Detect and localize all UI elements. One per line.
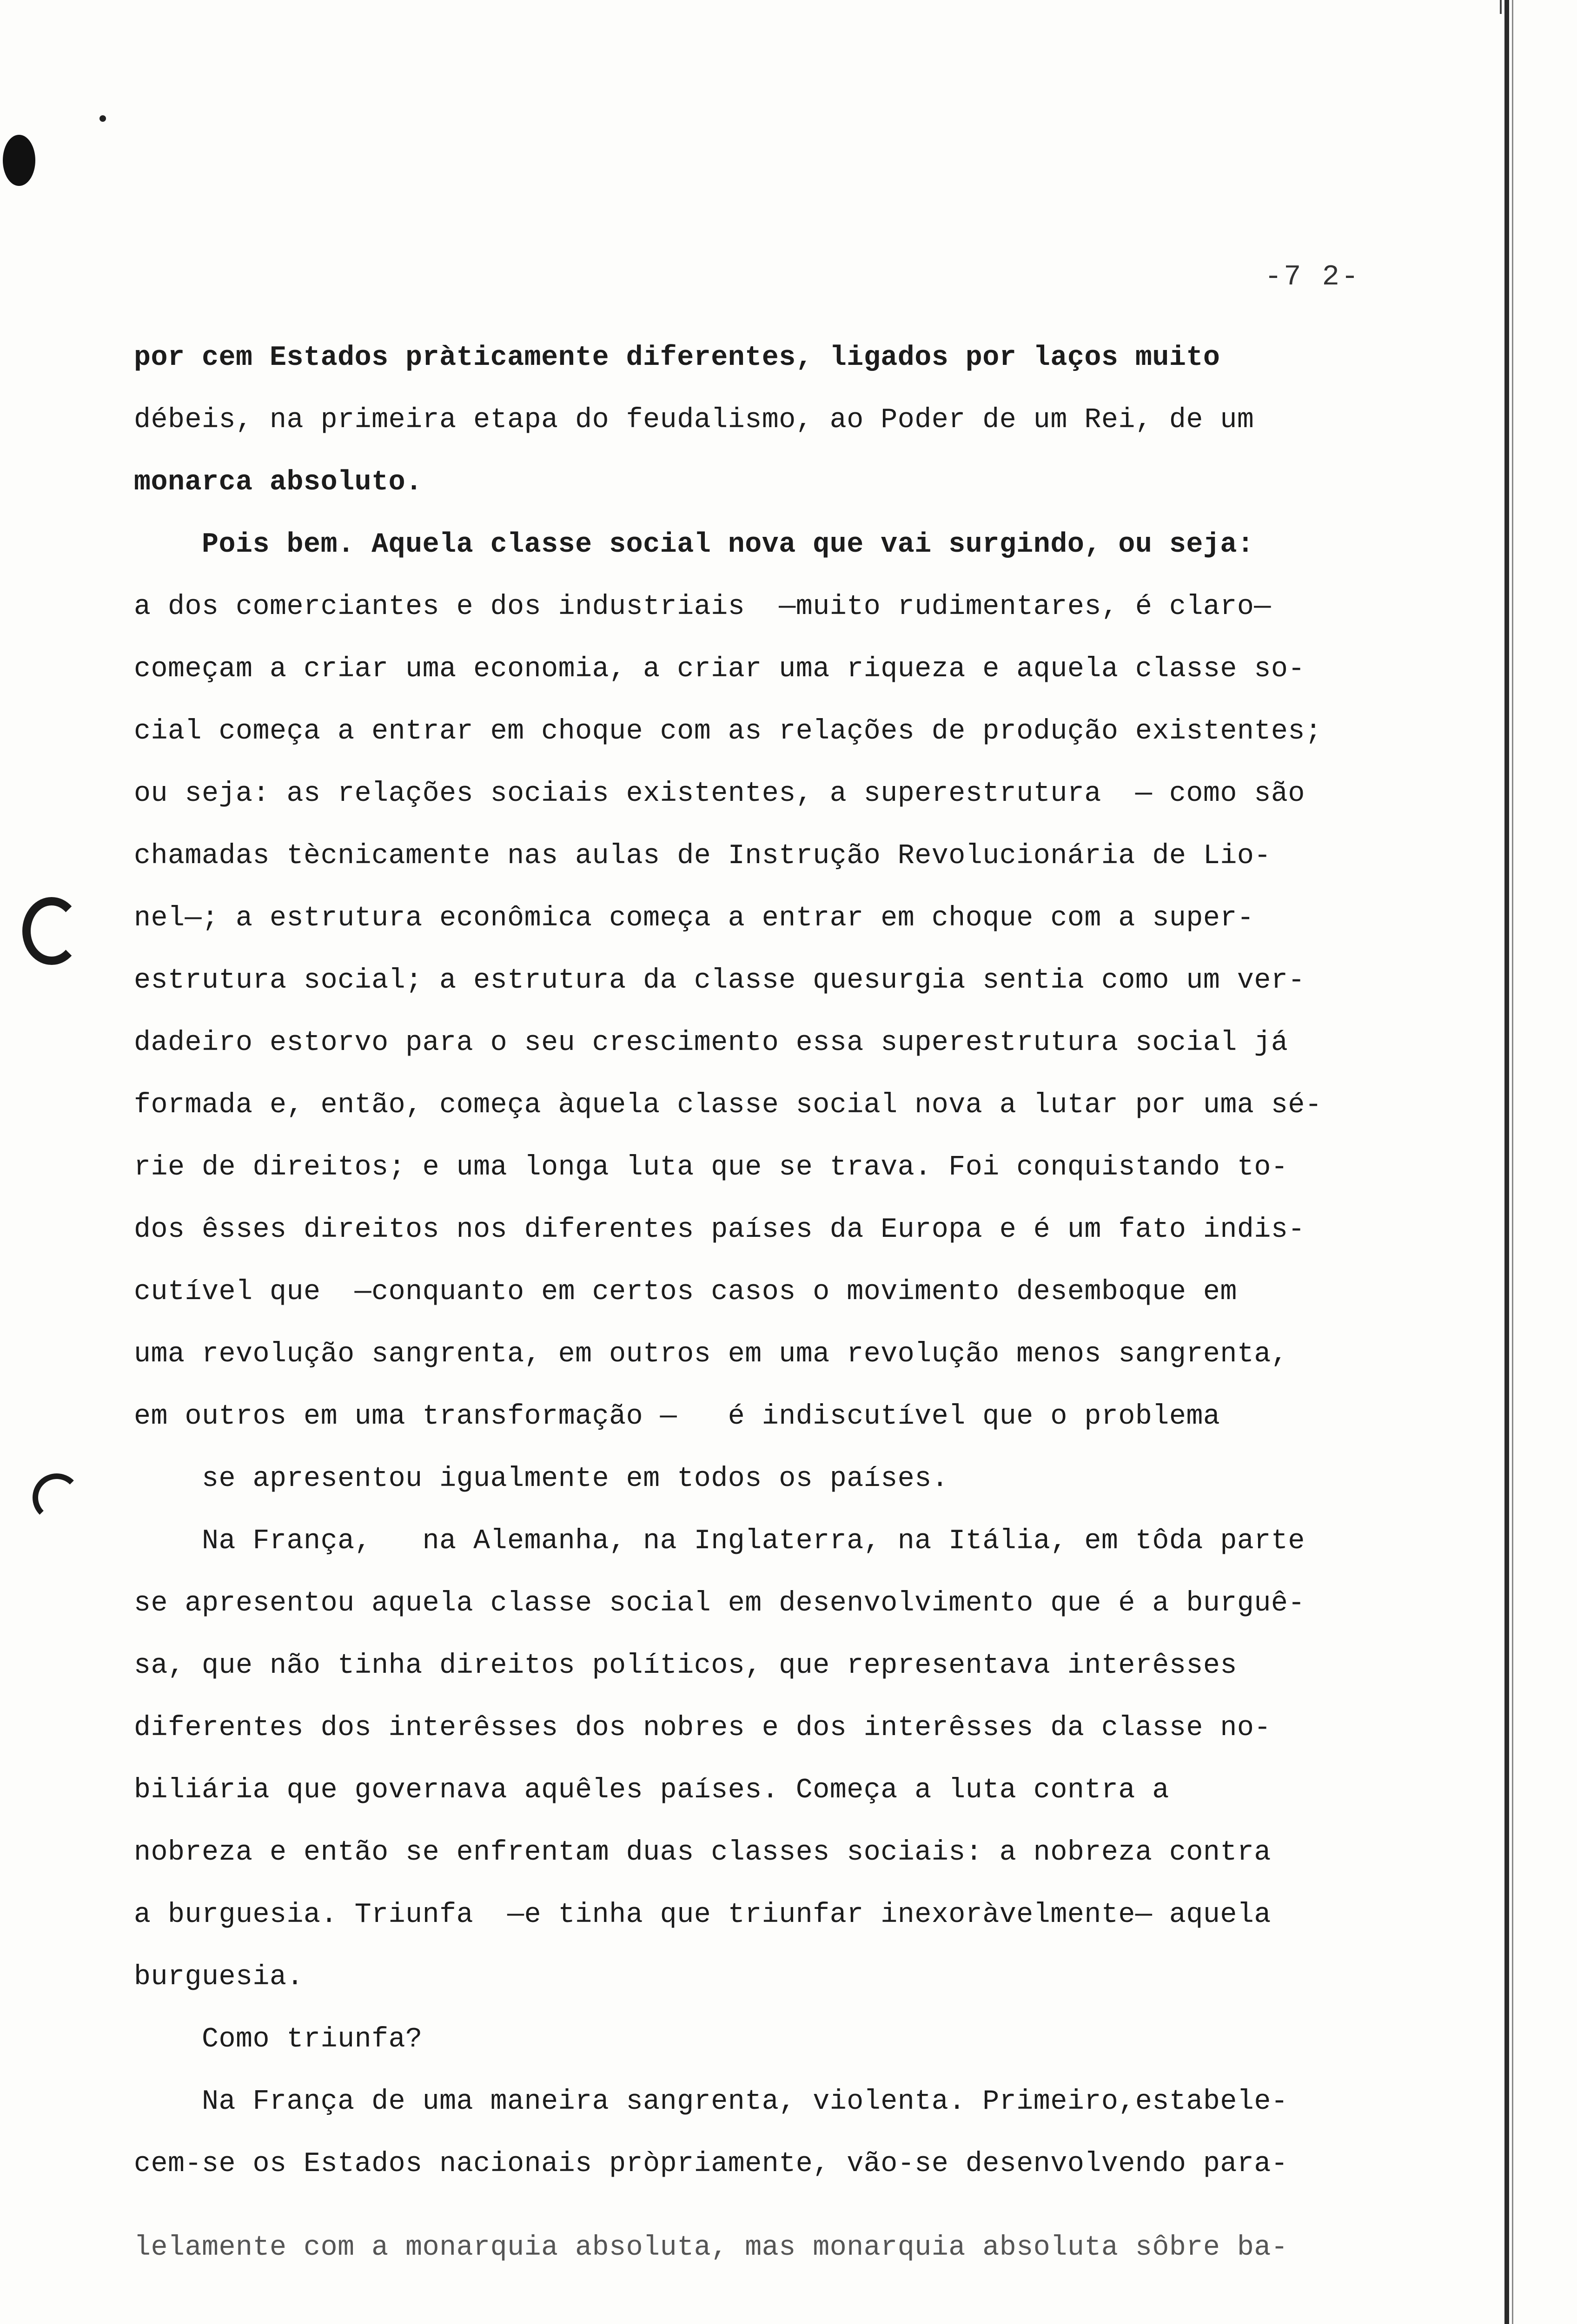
text-line: uma revolução sangrenta, em outros em uma revolução menos sangrenta, bbox=[134, 1339, 1288, 1370]
text-line: se apresentou igualmente em todos os países. bbox=[134, 1463, 949, 1495]
text-line: Na França, na Alemanha, na Inglaterra, na Itália, em tôda parte bbox=[134, 1525, 1305, 1557]
text-line: estrutura social; a estrutura da classe quesurgia sentia como um ver- bbox=[134, 965, 1305, 997]
scan-artifact bbox=[1500, 0, 1502, 14]
punch-hole bbox=[33, 1473, 81, 1522]
text-line: biliária que governava aquêles países. Começa a luta contra a bbox=[134, 1775, 1169, 1806]
ink-speck bbox=[99, 115, 106, 122]
text-line: lelamente com a monarquia absoluta, mas monarquia absoluta sôbre ba- bbox=[134, 2232, 1288, 2264]
text-line: por cem Estados pràticamente diferentes, ligados por laços muito bbox=[134, 342, 1220, 374]
text-line: chamadas tècnicamente nas aulas de Instrução Revolucionária de Lio- bbox=[134, 840, 1271, 872]
text-line: Na França de uma maneira sangrenta, violenta. Primeiro,estabele- bbox=[134, 2086, 1288, 2118]
text-line: começam a criar uma economia, a criar uma riqueza e aquela classe so- bbox=[134, 654, 1305, 685]
punch-hole bbox=[22, 897, 81, 965]
text-line: formada e, então, começa àquela classe social nova a lutar por uma sé- bbox=[134, 1089, 1322, 1121]
text-line: monarca absoluto. bbox=[134, 467, 423, 498]
text-line: Pois bem. Aquela classe social nova que vai surgindo, ou seja: bbox=[134, 529, 1254, 561]
page-edge-right bbox=[1504, 0, 1509, 2324]
text-line: dos êsses direitos nos diferentes países da Europa e é um fato indis- bbox=[134, 1214, 1305, 1246]
text-line: dadeiro estorvo para o seu crescimento essa superestrutura social já bbox=[134, 1027, 1288, 1059]
text-line: a dos comerciantes e dos industriais —muito rudimentares, é claro— bbox=[134, 591, 1271, 623]
text-line: cial começa a entrar em choque com as relações de produção existentes; bbox=[134, 716, 1322, 747]
text-line: nobreza e então se enfrentam duas classes sociais: a nobreza contra bbox=[134, 1837, 1271, 1868]
text-line: diferentes dos interêsses dos nobres e dos interêsses da classe no- bbox=[134, 1712, 1271, 1744]
text-line: débeis, na primeira etapa do feudalismo, ao Poder de um Rei, de um bbox=[134, 404, 1254, 436]
text-line: sa, que não tinha direitos políticos, que representava interêsses bbox=[134, 1650, 1237, 1682]
text-line: ou seja: as relações sociais existentes, a superestrutura — como são bbox=[134, 778, 1305, 810]
text-line: rie de direitos; e uma longa luta que se trava. Foi conquistando to- bbox=[134, 1152, 1288, 1183]
text-line: burguesia. bbox=[134, 1961, 304, 1993]
text-line: se apresentou aquela classe social em desenvolvimento que é a burguê- bbox=[134, 1588, 1305, 1619]
punch-hole bbox=[3, 135, 35, 186]
text-line: em outros em uma transformação — é indiscutível que o problema bbox=[134, 1401, 1220, 1433]
page-number: -7 2- bbox=[1265, 260, 1361, 293]
text-line: cutível que —conquanto em certos casos o movimento desemboque em bbox=[134, 1276, 1237, 1308]
text-line: nel—; a estrutura econômica começa a entrar em choque com a super- bbox=[134, 903, 1254, 934]
text-line: cem-se os Estados nacionais pròpriamente, vão-se desenvolvendo para- bbox=[134, 2148, 1288, 2180]
text-line: a burguesia. Triunfa —e tinha que triunfar inexoràvelmente— aquela bbox=[134, 1899, 1271, 1931]
text-line: Como triunfa? bbox=[134, 2024, 423, 2055]
page-edge-right-shadow bbox=[1512, 0, 1513, 2324]
